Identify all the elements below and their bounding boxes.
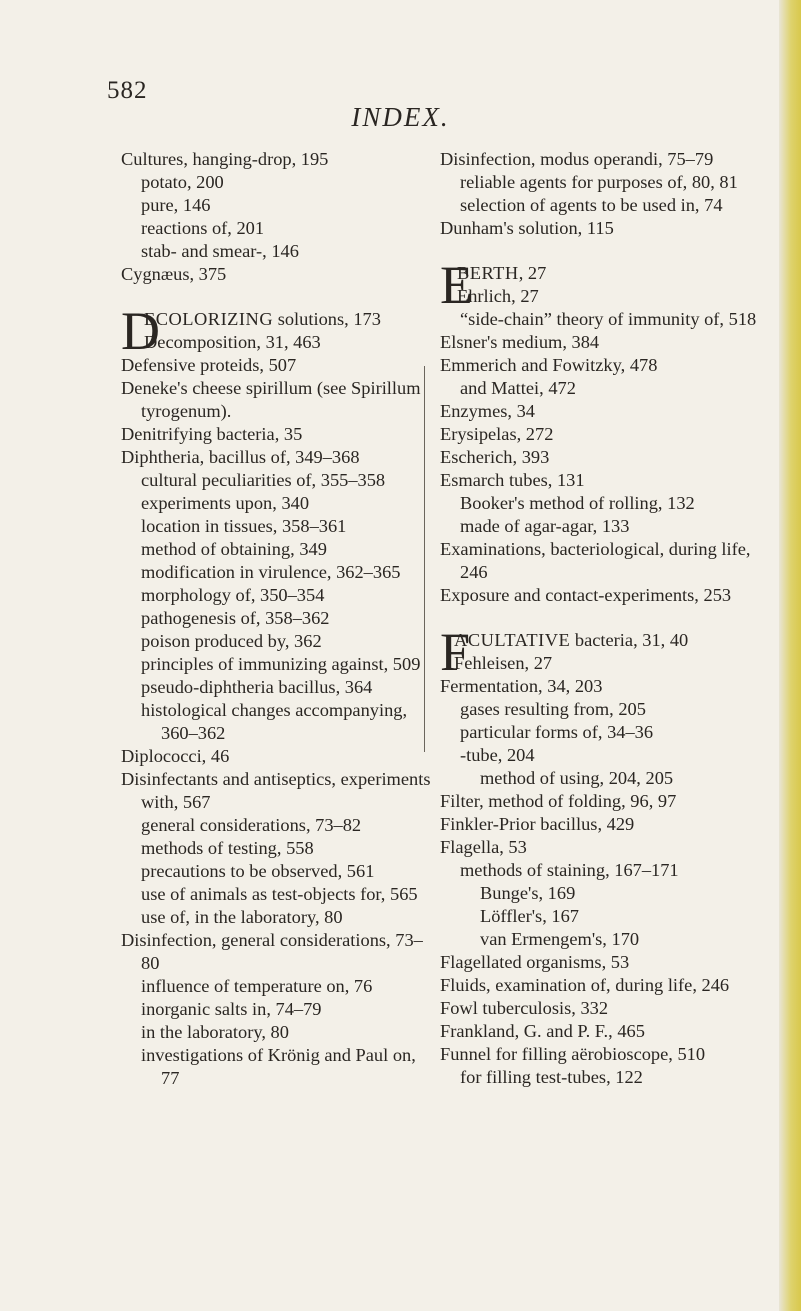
index-entry: principles of immunizing against, 509	[141, 654, 421, 674]
index-entry: Diplococci, 46	[121, 746, 230, 766]
page-edge	[779, 0, 801, 1311]
drop-cap-f: F	[440, 622, 471, 682]
index-entry: Flagella, 53	[440, 837, 527, 857]
index-entry: influence of temperature on, 76	[141, 976, 373, 996]
index-entry: methods of staining, 167–171	[460, 860, 679, 880]
index-entry: pure, 146	[141, 195, 211, 215]
index-entry: pathogenesis of, 358–362	[141, 608, 330, 628]
index-entry: Finkler-Prior bacillus, 429	[440, 814, 635, 834]
index-entry: Esmarch tubes, 131	[440, 470, 585, 490]
index-entry: Escherich, 393	[440, 447, 550, 467]
index-entry: Funnel for filling aërobioscope, 510	[440, 1044, 706, 1064]
index-entry: poison produced by, 362	[141, 631, 322, 651]
index-block-c	[121, 148, 434, 286]
index-entry: Decomposition, 31, 463	[144, 332, 321, 352]
page-title: INDEX.	[351, 102, 450, 132]
index-entry: selection of agents to be used in, 74	[460, 195, 723, 215]
index-entry: particular forms of, 34–36	[460, 722, 654, 742]
left-column	[121, 148, 434, 1090]
index-entry: reliable agents for purposes of, 80, 81	[460, 172, 738, 192]
index-entry: Examinations, bacteriological, during life, 246	[440, 539, 751, 582]
index-entry: Löffler's, 167	[480, 906, 579, 926]
index-entry: location in tissues, 358–361	[141, 516, 347, 536]
index-entry: Fehleisen, 27	[454, 653, 553, 673]
index-entry: Exposure and contact-experiments, 253	[440, 585, 732, 605]
index-entry: potato, 200	[141, 172, 224, 192]
section-heading-d: D ECOLORIZING solutions, 173	[121, 301, 381, 361]
section-heading-e: E BERTH, 27	[440, 255, 547, 315]
index-entry: Bunge's, 169	[480, 883, 576, 903]
index-entry: precautions to be observed, 561	[141, 861, 375, 881]
index-entry: -tube, 204	[460, 745, 535, 765]
index-entry: for filling test-tubes, 122	[460, 1067, 643, 1087]
index-entry: Disinfection, modus operandi, 75–79	[440, 149, 714, 169]
index-entry: Dunham's solution, 115	[440, 218, 614, 238]
index-entry: Frankland, G. and P. F., 465	[440, 1021, 645, 1041]
index-block-dis	[440, 148, 760, 240]
index-entry: Cygnæus, 375	[121, 264, 227, 284]
index-entry: method of using, 204, 205	[480, 768, 674, 788]
section-heading-f: F ACULTATIVE bacteria, 31, 40	[440, 622, 689, 682]
index-block-e	[440, 285, 760, 607]
index-entry: made of agar-agar, 133	[460, 516, 630, 536]
index-entry: gases resulting from, 205	[460, 699, 646, 719]
index-entry: Filter, method of folding, 96, 97	[440, 791, 677, 811]
index-entry: Ehrlich, 27	[457, 286, 539, 306]
drop-cap-e: E	[440, 255, 473, 315]
index-entry: Fluids, examination of, during life, 246	[440, 975, 730, 995]
index-entry: Elsner's medium, 384	[440, 332, 600, 352]
index-entry: Defensive proteids, 507	[121, 355, 297, 375]
index-entry: and Mattei, 472	[460, 378, 576, 398]
index-entry: methods of testing, 558	[141, 838, 314, 858]
index-entry: Deneke's cheese spirillum (see Spirillum tyrogenum).	[121, 378, 421, 421]
index-entry: “side-chain” theory of immunity of, 518	[460, 309, 757, 329]
index-entry: pseudo-diphtheria bacillus, 364	[141, 677, 373, 697]
index-entry: inorganic salts in, 74–79	[141, 999, 322, 1019]
index-entry: in the laboratory, 80	[141, 1022, 289, 1042]
index-entry: use of, in the laboratory, 80	[141, 907, 343, 927]
index-entry: general considerations, 73–82	[141, 815, 362, 835]
index-block-d	[121, 331, 434, 1090]
index-entry: stab- and smear-, 146	[141, 241, 299, 261]
index-entry: Denitrifying bacteria, 35	[121, 424, 303, 444]
index-entry: Fowl tuberculosis, 332	[440, 998, 609, 1018]
index-entry: cultural peculiarities of, 355–358	[141, 470, 386, 490]
index-entry: Cultures, hanging-drop, 195	[121, 149, 329, 169]
right-column	[440, 148, 760, 1089]
index-entry: reactions of, 201	[141, 218, 265, 238]
index-entry: modification in virulence, 362–365	[141, 562, 401, 582]
index-entry: Flagellated organisms, 53	[440, 952, 630, 972]
index-entry: Booker's method of rolling, 132	[460, 493, 695, 513]
index-entry: experiments upon, 340	[141, 493, 310, 513]
index-block-f	[440, 652, 760, 1089]
page-number: 582	[107, 77, 148, 104]
index-entry: Erysipelas, 272	[440, 424, 554, 444]
index-entry: histological changes accompanying, 360–362	[141, 700, 408, 743]
index-entry: investigations of Krönig and Paul on, 77	[141, 1045, 416, 1088]
index-entry: Diphtheria, bacillus of, 349–368	[121, 447, 360, 467]
index-entry: morphology of, 350–354	[141, 585, 325, 605]
index-entry: Disinfection, general considerations, 73–80	[121, 930, 423, 973]
index-entry: van Ermengem's, 170	[480, 929, 640, 949]
index-entry: Enzymes, 34	[440, 401, 535, 421]
index-entry: use of animals as test-objects for, 565	[141, 884, 418, 904]
index-entry: Fermentation, 34, 203	[440, 676, 603, 696]
index-entry: method of obtaining, 349	[141, 539, 327, 559]
index-entry: Emmerich and Fowitzky, 478	[440, 355, 658, 375]
index-entry: Disinfectants and antiseptics, experiments with, 567	[121, 769, 431, 812]
drop-cap-d: D	[121, 301, 160, 361]
